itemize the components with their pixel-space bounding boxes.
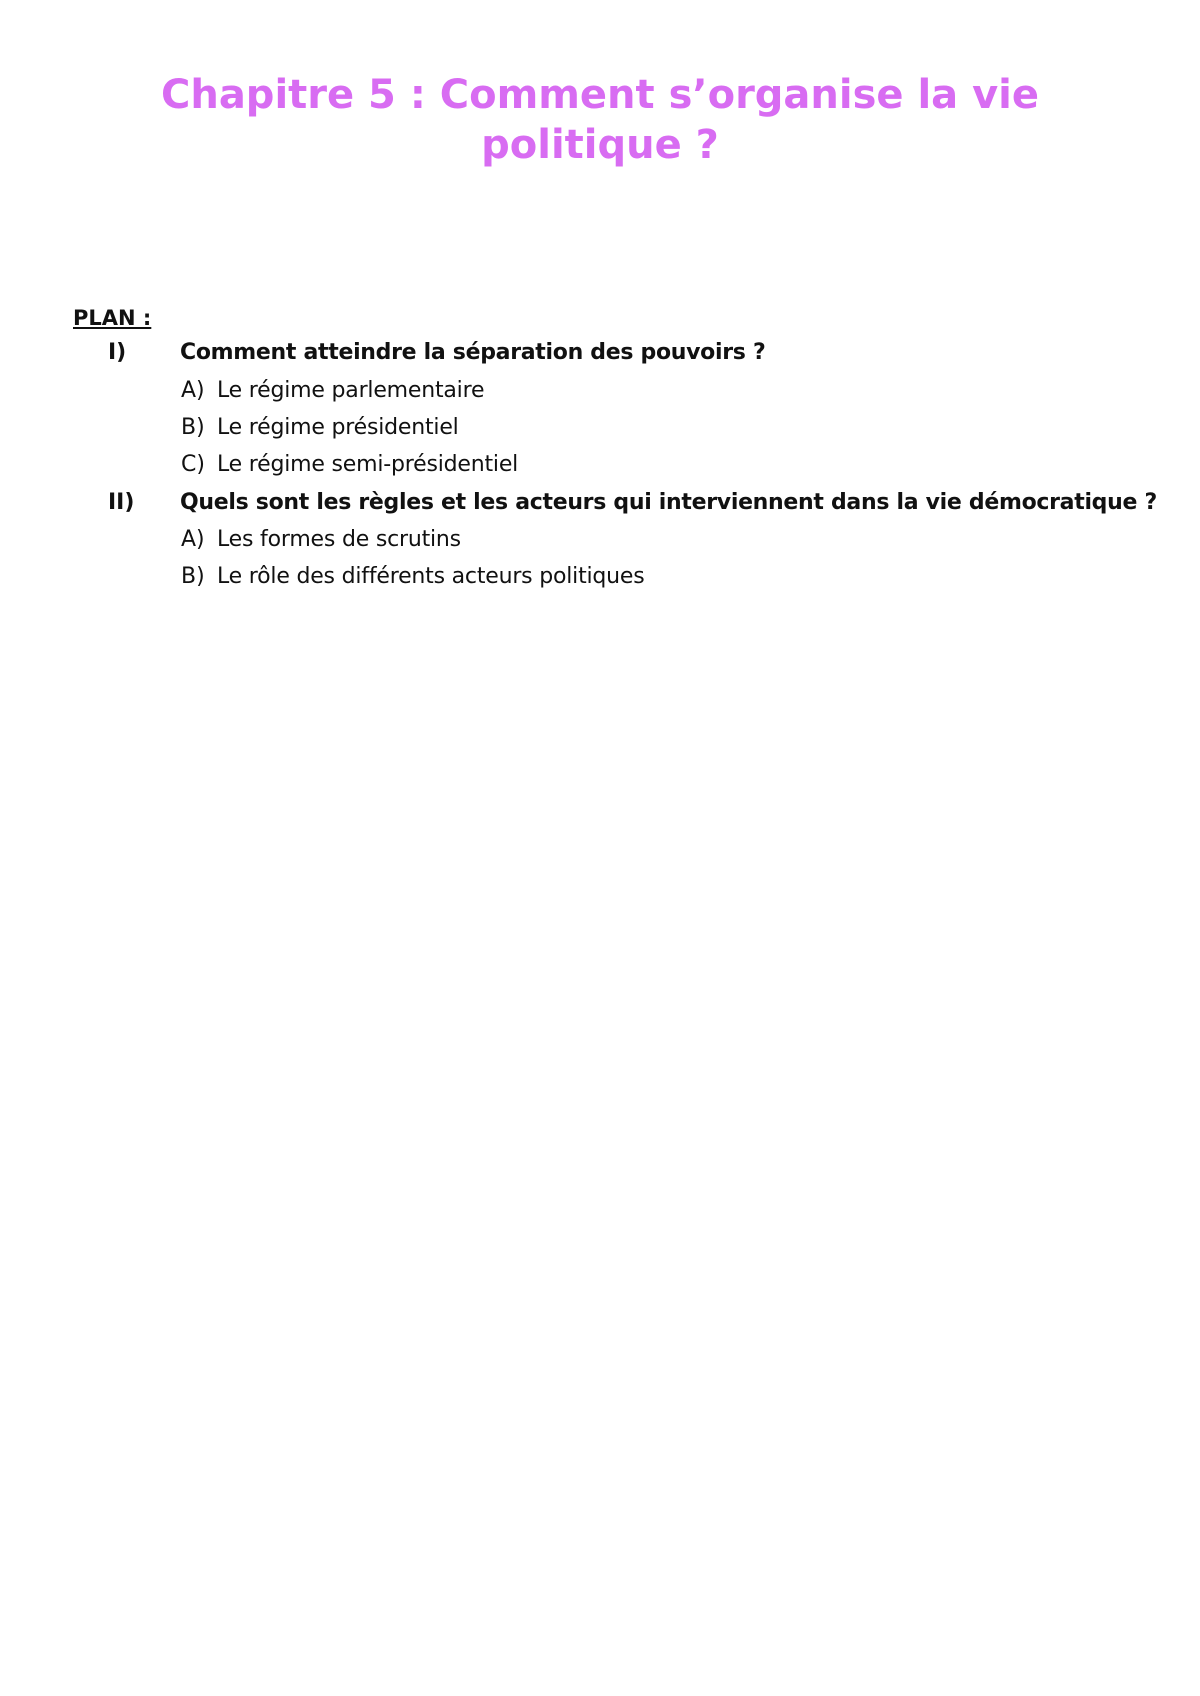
section-1-title: Comment atteindre la séparation des pouvoirs ? [180,340,766,365]
section-1-number: I) [108,340,127,365]
section-2-item-b-text: Le rôle des différents acteurs politiques [217,564,645,589]
section-1-item-b-letter: B) [181,415,205,440]
section-1-item-c-text: Le régime semi-présidentiel [217,452,519,477]
chapter-title [150,70,1050,170]
section-1-item-a-letter: A) [181,378,205,403]
plan-label: PLAN : [73,306,152,330]
chapter-title-line-1: Chapitre 5 : Comment s’organise la vie [160,72,1040,118]
section-1-item-c-letter: C) [181,452,205,477]
section-2-item-a-text: Les formes de scrutins [217,527,461,552]
section-1-item-a-text: Le régime parlementaire [217,378,485,403]
section-2-item-a-letter: A) [181,527,205,552]
chapter-title-line-2: politique ? [481,122,719,168]
section-2-item-b-letter: B) [181,564,205,589]
section-2-title: Quels sont les règles et les acteurs qui interviennent dans la vie démocratique ? [180,490,1157,515]
section-2-number: II) [108,490,135,515]
section-1-item-b-text: Le régime présidentiel [217,415,459,440]
